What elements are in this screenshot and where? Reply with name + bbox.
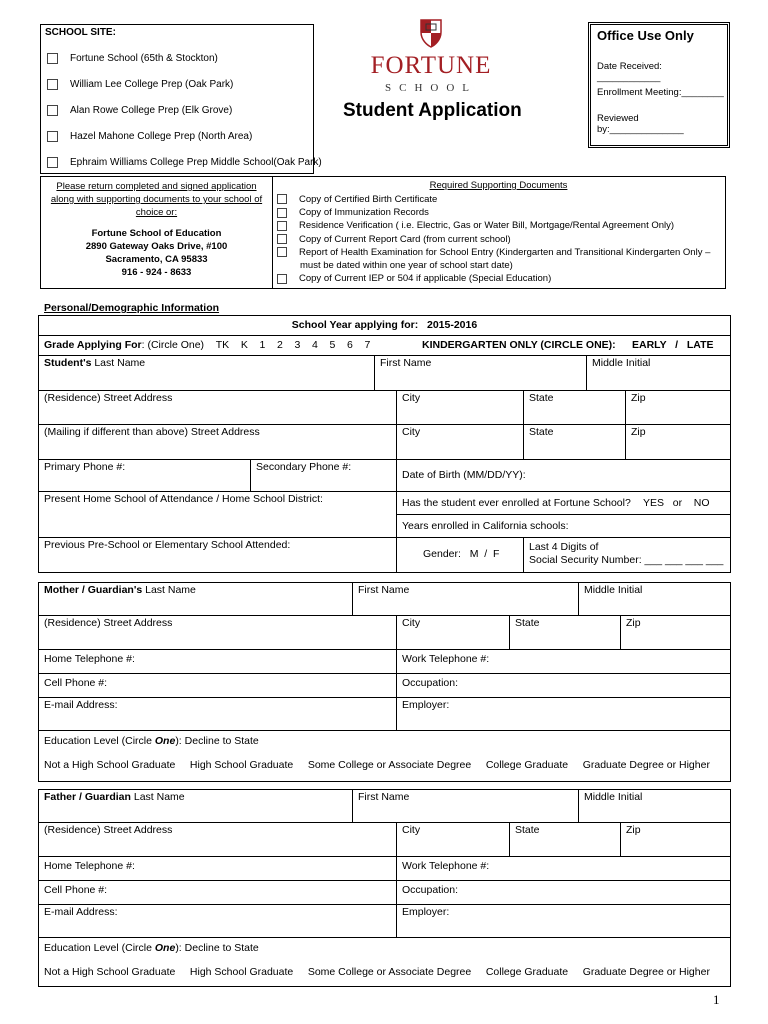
school-option-3[interactable]: Alan Rowe College Prep (Elk Grove) <box>47 105 232 116</box>
father-cell[interactable]: Cell Phone #: <box>39 881 397 905</box>
school-site-title: SCHOOL SITE: <box>45 27 116 38</box>
checkbox[interactable] <box>277 234 287 244</box>
father-last-name[interactable]: Father / Guardian Last Name <box>39 790 353 823</box>
father-home-tel[interactable]: Home Telephone #: <box>39 857 397 881</box>
logo-sub: SCHOOL <box>384 82 477 94</box>
primary-phone[interactable]: Primary Phone #: <box>39 460 251 492</box>
return-line-3: choice or: <box>135 207 178 218</box>
father-res-address[interactable]: (Residence) Street Address <box>39 823 397 857</box>
return-line-2: along with supporting documents to your school of <box>50 194 263 205</box>
mother-work-tel[interactable]: Work Telephone #: <box>397 650 730 674</box>
checkbox[interactable] <box>47 105 58 116</box>
reviewed-by: Reviewed by:______________ <box>597 113 684 135</box>
student-mail-state[interactable]: State <box>524 425 626 460</box>
checkbox[interactable] <box>277 194 287 204</box>
fortune-logo <box>366 18 496 98</box>
school-year-value: 2015-2016 <box>426 319 478 331</box>
date-of-birth[interactable]: Date of Birth (MM/DD/YY): <box>397 460 730 492</box>
checkbox[interactable] <box>47 79 58 90</box>
student-res-state[interactable]: State <box>524 391 626 425</box>
school-year-row: School Year applying for: 2015-2016 <box>39 316 730 336</box>
mother-res-address[interactable]: (Residence) Street Address <box>39 616 397 650</box>
previous-school[interactable]: Previous Pre-School or Elementary School Attended: <box>39 538 397 572</box>
student-first-name[interactable]: First Name <box>375 356 587 391</box>
personal-section-title: Personal/Demographic Information <box>44 302 220 314</box>
ssn-last4[interactable]: Last 4 Digits of Social Security Number: ___ ___ ___ ___ <box>529 541 724 566</box>
logo-name: FORTUNE <box>370 52 492 79</box>
checkbox[interactable] <box>47 131 58 142</box>
mother-education[interactable]: Education Level (Circle One): Decline to State Not a High School Graduate High School Graduate Some College or Associate Degree College Graduate Graduate Degree or Higher <box>39 731 730 781</box>
enrollment-meeting: Enrollment Meeting:________ <box>597 87 724 98</box>
return-info <box>41 177 273 288</box>
mother-city[interactable]: City <box>397 616 510 650</box>
school-site-box <box>40 24 322 174</box>
yes-no-options[interactable]: YES or NO <box>643 497 710 509</box>
return-docs-box <box>40 176 726 289</box>
checkbox[interactable] <box>277 247 287 257</box>
mother-zip[interactable]: Zip <box>621 616 730 650</box>
doc-item[interactable]: Copy of Immunization Records <box>277 206 710 219</box>
org-phone: 916 - 924 - 8633 <box>121 267 192 278</box>
student-last-name[interactable]: Student's Last Name <box>39 356 375 391</box>
student-res-address[interactable]: (Residence) Street Address <box>39 391 397 425</box>
doc-item[interactable]: Copy of Certified Birth Certificate <box>277 193 710 206</box>
student-table <box>38 315 731 573</box>
father-zip[interactable]: Zip <box>621 823 730 857</box>
student-mail-zip[interactable]: Zip <box>626 425 730 460</box>
school-option-4[interactable]: Hazel Mahone College Prep (North Area) <box>47 131 252 142</box>
father-city[interactable]: City <box>397 823 510 857</box>
mother-cell[interactable]: Cell Phone #: <box>39 674 397 698</box>
father-middle-initial[interactable]: Middle Initial <box>579 790 730 823</box>
father-occupation[interactable]: Occupation: <box>397 881 730 905</box>
mother-first-name[interactable]: First Name <box>353 583 579 616</box>
checkbox[interactable] <box>47 157 58 168</box>
mother-occupation[interactable]: Occupation: <box>397 674 730 698</box>
doc-item[interactable]: Copy of Current IEP or 504 if applicable (Special Education) <box>277 272 710 285</box>
doc-item[interactable]: Report of Health Examination for School Entry (Kindergarten and Transitional Kindergarten Only – <box>277 246 710 259</box>
return-line-1: Please return completed and signed application <box>56 181 257 192</box>
student-mail-address[interactable]: (Mailing if different than above) Street Address <box>39 425 397 460</box>
grade-row[interactable]: Grade Applying For: (Circle One) TK K 1 2 3 4 5 6 7 KINDERGARTEN ONLY (CIRCLE ONE): EARLY / LATE <box>39 336 730 356</box>
student-res-city[interactable]: City <box>397 391 524 425</box>
page-number: 1 <box>713 992 720 1007</box>
kinder-options[interactable]: EARLY / LATE <box>632 339 714 351</box>
checkbox[interactable] <box>277 208 287 218</box>
office-use-title: Office Use Only <box>597 28 694 43</box>
father-state[interactable]: State <box>510 823 621 857</box>
student-middle-initial[interactable]: Middle Initial <box>587 356 730 391</box>
father-education[interactable]: Education Level (Circle One): Decline to State Not a High School Graduate High School Graduate Some College or Associate Degree College Graduate Graduate Degree or Higher <box>39 938 730 986</box>
mother-last-name[interactable]: Mother / Guardian's Last Name <box>39 583 353 616</box>
school-option-1[interactable]: Fortune School (65th & Stockton) <box>47 53 218 64</box>
doc-item-cont: must be dated within one year of school start date) <box>300 260 513 272</box>
checkbox[interactable] <box>47 53 58 64</box>
shield-icon <box>419 18 443 48</box>
mother-education-options[interactable]: Not a High School Graduate High School Graduate Some College or Associate Degree College Graduate Graduate Degree or Higher <box>44 759 710 771</box>
mother-table <box>38 582 731 782</box>
father-email[interactable]: E-mail Address: <box>39 905 397 938</box>
present-school[interactable]: Present Home School of Attendance / Home School District: <box>39 492 397 538</box>
mother-home-tel[interactable]: Home Telephone #: <box>39 650 397 674</box>
grade-options[interactable]: TK K 1 2 3 4 5 6 7 <box>215 339 371 351</box>
mother-email[interactable]: E-mail Address: <box>39 698 397 731</box>
student-res-zip[interactable]: Zip <box>626 391 730 425</box>
secondary-phone[interactable]: Secondary Phone #: <box>251 460 397 492</box>
doc-item[interactable]: Residence Verification ( i.e. Electric, Gas or Water Bill, Mortgage/Rental Agreement Only) <box>277 219 710 232</box>
father-employer[interactable]: Employer: <box>397 905 730 938</box>
mother-employer[interactable]: Employer: <box>397 698 730 731</box>
school-option-5[interactable]: Ephraim Williams College Prep Middle School(Oak Park) <box>47 157 322 168</box>
checkbox[interactable] <box>277 274 287 284</box>
mother-state[interactable]: State <box>510 616 621 650</box>
father-education-options[interactable]: Not a High School Graduate High School Graduate Some College or Associate Degree College Graduate Graduate Degree or Higher <box>44 966 710 978</box>
gender[interactable]: Gender: M / F <box>397 538 524 572</box>
org-address-1: 2890 Gateway Oaks Drive, #100 <box>85 241 228 252</box>
page-title: Student Application <box>343 100 522 121</box>
enrolled-question[interactable]: Has the student ever enrolled at Fortune School? YES or NO <box>397 492 730 515</box>
org-address-2: Sacramento, CA 95833 <box>105 254 208 265</box>
father-work-tel[interactable]: Work Telephone #: <box>397 857 730 881</box>
checkbox[interactable] <box>277 221 287 231</box>
docs-list <box>277 193 710 285</box>
date-received: Date Received: ____________ <box>597 61 662 83</box>
mother-middle-initial[interactable]: Middle Initial <box>579 583 730 616</box>
doc-item[interactable]: Copy of Current Report Card (from current school) <box>277 233 710 246</box>
org-name: Fortune School of Education <box>91 228 222 239</box>
school-option-2[interactable]: William Lee College Prep (Oak Park) <box>47 79 233 90</box>
student-mail-city[interactable]: City <box>397 425 524 460</box>
office-use-box <box>588 22 730 148</box>
docs-title: Required Supporting Documents <box>429 180 568 191</box>
father-table <box>38 789 731 987</box>
years-enrolled-ca[interactable]: Years enrolled in California schools: <box>397 515 730 538</box>
father-first-name[interactable]: First Name <box>353 790 579 823</box>
